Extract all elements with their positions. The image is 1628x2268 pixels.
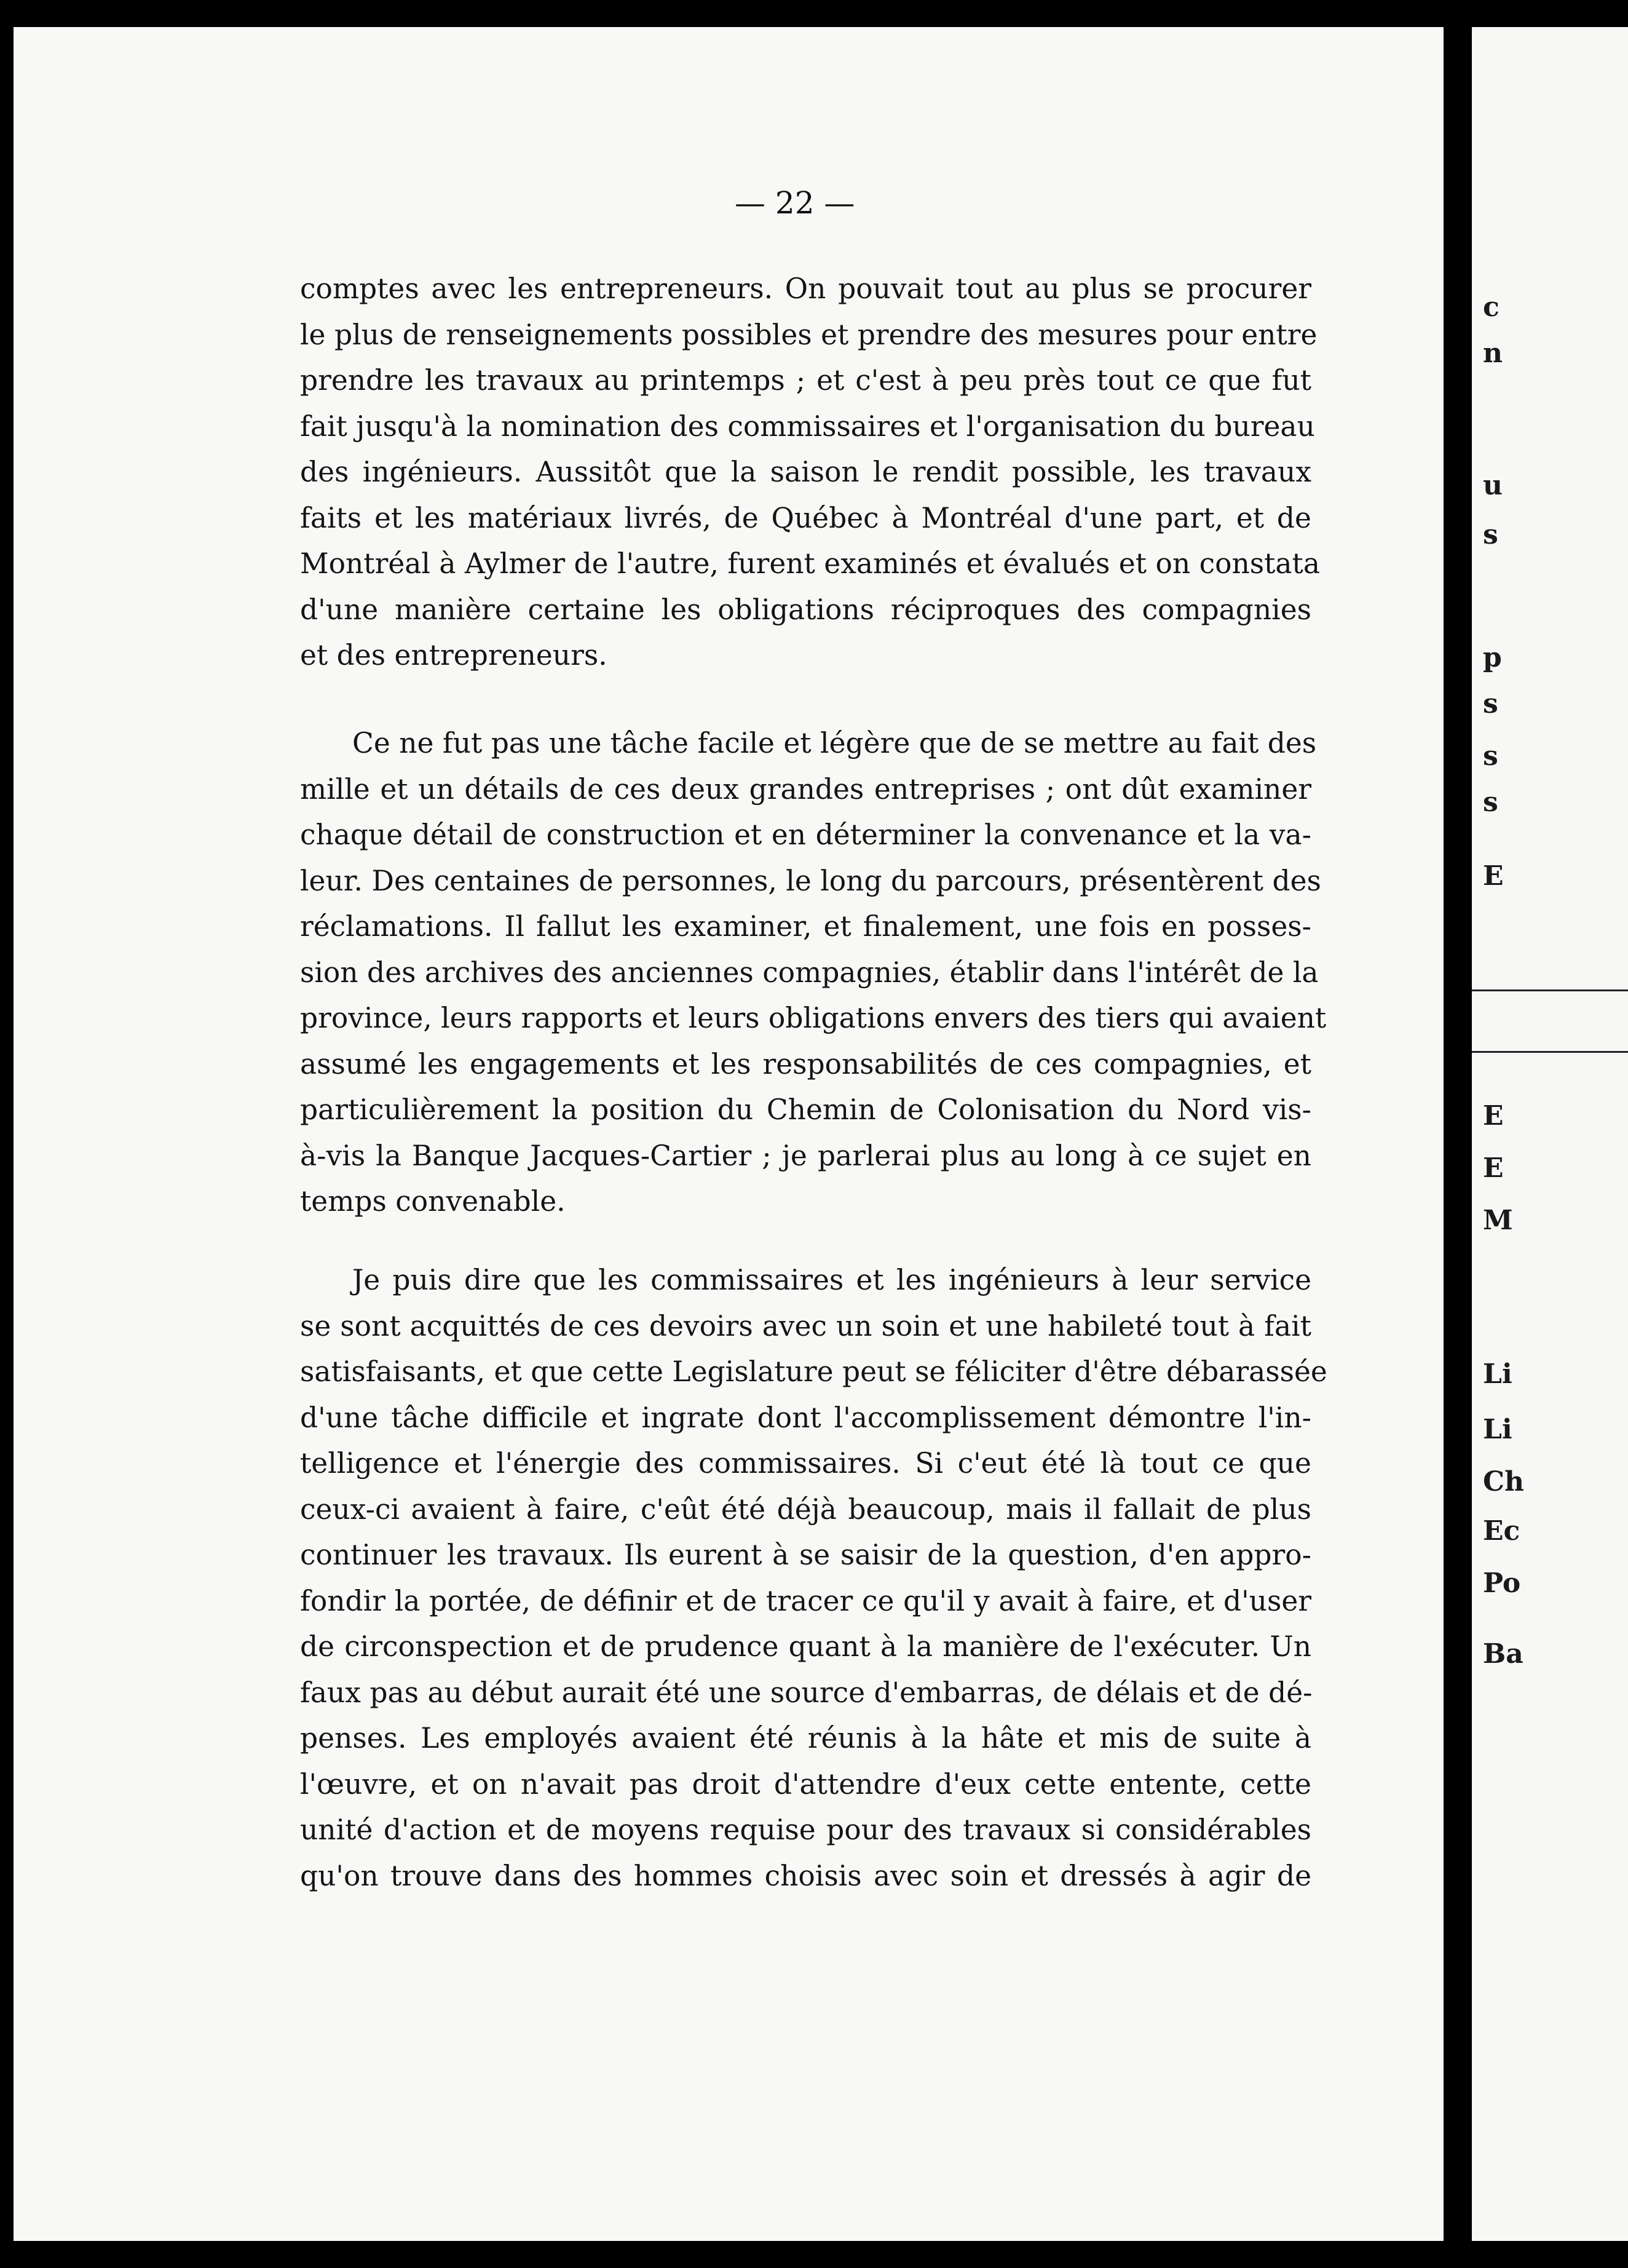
text-line: leur. Des centaines de personnes, le long du parcours, présentèrent des [300,864,1321,897]
facing-page-fragment: n [1483,338,1503,369]
text-line: des ingénieurs. Aussitôt que la saison le rendit possible, les travaux [300,456,1311,488]
facing-page-fragment: Ch [1483,1466,1525,1497]
text-line: à-vis la Banque Jacques-Cartier ; je parlerai plus au long à ce sujet en [300,1139,1311,1172]
text-line: Je puis dire que les commissaires et les ingénieurs à leur service [352,1264,1311,1296]
facing-page-fragment: s [1483,787,1498,818]
text-line: continuer les travaux. Ils eurent à se saisir de la question, d'en appro- [300,1539,1311,1571]
facing-page-edge [1472,27,1628,2241]
text-line: province, leurs rapports et leurs obligations envers des tiers qui avaient [300,1002,1327,1034]
text-line: faits et les matériaux livrés, de Québec à Montréal d'une part, et de [300,501,1311,534]
text-line: de circonspection et de prudence quant à la manière de l'exécuter. Un [300,1630,1311,1663]
facing-page-fragment: Ba [1483,1638,1523,1670]
text-line: fait jusqu'à la nomination des commissaires et l'organisation du bureau [300,410,1315,443]
text-line: satisfaisants, et que cette Legislature peut se féliciter d'être débarassée [300,1355,1327,1388]
text-line: et des entrepreneurs. [300,639,607,672]
facing-page-fragment: Po [1483,1568,1521,1599]
page-number: — 22 — [735,185,855,221]
text-line: chaque détail de construction et en déterminer la convenance et la va- [300,819,1311,851]
text-line: comptes avec les entrepreneurs. On pouvait tout au plus se procurer [300,272,1311,305]
facing-page-fragment: M [1483,1205,1513,1236]
text-line: le plus de renseignements possibles et prendre des mesures pour entre [300,318,1318,351]
text-line: telligence et l'énergie des commissaires. Si c'eut été là tout ce que [300,1447,1311,1480]
text-line: Montréal à Aylmer de l'autre, furent examinés et évalués et on constata [300,547,1320,580]
paragraph-1 [300,266,1320,679]
text-line: mille et un détails de ces deux grandes entreprises ; ont dût examiner [300,772,1311,806]
text-line: Ce ne fut pas une tâche facile et légère que de se mettre au fait des [352,727,1317,759]
facing-page-fragment: s [1483,740,1498,772]
paragraph-2 [300,721,1327,1225]
paragraph-3 [300,1258,1327,1899]
facing-page-rule [1472,989,1628,991]
text-line: temps convenable. [300,1185,566,1218]
text-line: d'une manière certaine les obligations réciproques des compagnies [300,593,1311,626]
text-line: particulièrement la position du Chemin de Colonisation du Nord vis- [300,1093,1311,1126]
text-line: ceux-ci avaient à faire, c'eût été déjà beaucoup, mais il fallait de plus [300,1493,1311,1526]
facing-page-fragment: Li [1483,1358,1512,1390]
facing-page-fragment: s [1483,688,1498,720]
text-line: l'œuvre, et on n'avait pas droit d'attendre d'eux cette entente, cette [300,1767,1311,1801]
facing-page-fragment: u [1483,470,1503,501]
text-line: d'une tâche difficile et ingrate dont l'accomplissement démontre l'in- [300,1401,1311,1434]
text-line: penses. Les employés avaient été réunis à la hâte et mis de suite à [300,1722,1311,1755]
text-line: se sont acquittés de ces devoirs avec un soin et une habileté tout à fait [300,1309,1311,1342]
text-line: unité d'action et de moyens requise pour des travaux si considérables [300,1814,1311,1846]
facing-page-fragment: Ec [1483,1515,1520,1547]
facing-page-fragment: E [1483,1152,1504,1184]
facing-page-rule [1472,1051,1628,1053]
text-line: faux pas au début aurait été une source d'embarras, de délais et de dé- [300,1676,1313,1709]
facing-page-fragment: p [1483,642,1502,673]
facing-page-fragment: E [1483,860,1504,892]
text-line: réclamations. Il fallut les examiner, et finalement, une fois en posses- [300,910,1311,943]
facing-page-fragment: c [1483,291,1500,323]
text-line: sion des archives des anciennes compagnies, établir dans l'intérêt de la [300,956,1319,989]
binding-gutter [1444,0,1472,2268]
text-line: assumé les engagements et les responsabilités de ces compagnies, et [300,1047,1311,1080]
facing-page-fragment: s [1483,519,1498,550]
text-line: prendre les travaux au printemps ; et c'est à peu près tout ce que fut [300,364,1311,397]
facing-page-fragment: E [1483,1100,1504,1132]
facing-page-fragment: Li [1483,1414,1512,1445]
text-line: qu'on trouve dans des hommes choisis avec soin et dressés à agir de [300,1859,1311,1892]
text-line: fondir la portée, de définir et de tracer ce qu'il y avait à faire, et d'user [300,1584,1311,1617]
